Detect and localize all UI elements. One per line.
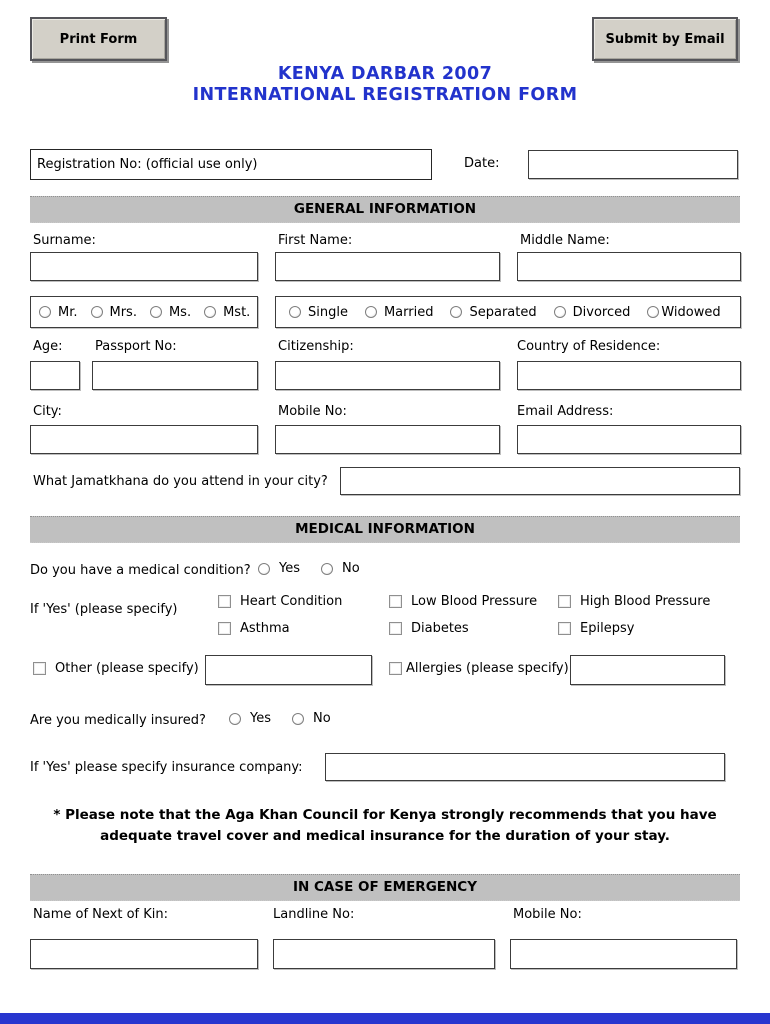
radio-icon: [321, 563, 333, 575]
diabetes-checkbox[interactable]: [389, 621, 469, 636]
option-label: Diabetes: [411, 621, 469, 636]
radio-icon: [365, 306, 377, 318]
radio-icon: [289, 306, 301, 318]
option-label: Yes: [250, 711, 271, 726]
radio-icon: [554, 306, 566, 318]
radio-option-mr[interactable]: [39, 305, 78, 320]
city-input[interactable]: [30, 425, 258, 454]
checkbox-icon: [558, 622, 571, 635]
checkbox-icon: [218, 595, 231, 608]
medical-condition-question: Do you have a medical condition?: [30, 563, 251, 578]
next-of-kin-input[interactable]: [30, 939, 258, 969]
radio-option-married[interactable]: [365, 305, 434, 320]
allergies-checkbox[interactable]: [389, 661, 569, 676]
epilepsy-checkbox[interactable]: [558, 621, 634, 636]
option-label: Widowed: [661, 304, 721, 320]
option-label: Married: [383, 304, 434, 320]
allergies-specify-input[interactable]: [570, 655, 725, 685]
country-of-residence-label: Country of Residence:: [517, 339, 661, 354]
note-line-1: * Please note that the Aga Khan Council for Kenya strongly recommends that you have: [53, 807, 717, 823]
option-label: Epilepsy: [580, 621, 635, 636]
insured-no-radio[interactable]: [292, 711, 331, 726]
radio-icon: [150, 306, 162, 318]
next-of-kin-label: Name of Next of Kin:: [33, 907, 168, 922]
first-name-input[interactable]: [275, 252, 500, 281]
asthma-checkbox[interactable]: [218, 621, 290, 636]
emergency-header: IN CASE OF EMERGENCY: [30, 874, 740, 901]
checkbox-icon: [389, 622, 402, 635]
option-label: Mst.: [223, 304, 251, 320]
middle-name-input[interactable]: [517, 252, 741, 281]
mobile-no-label: Mobile No:: [278, 404, 347, 419]
registration-no-label: Registration No: (official use only): [37, 157, 258, 172]
option-label: Separated: [469, 304, 537, 320]
medical-information-header: MEDICAL INFORMATION: [30, 516, 740, 543]
surname-input[interactable]: [30, 252, 258, 281]
general-information-header: GENERAL INFORMATION: [30, 196, 740, 223]
submit-by-email-button[interactable]: Submit by Email: [592, 17, 738, 61]
bottom-page-edge-bar: [0, 1013, 770, 1024]
landline-no-input[interactable]: [273, 939, 495, 969]
radio-icon: [91, 306, 103, 318]
radio-icon: [39, 306, 51, 318]
registration-no-box: [30, 149, 432, 180]
date-label: Date:: [464, 156, 500, 171]
insurance-note: [0, 805, 770, 847]
citizenship-label: Citizenship:: [278, 339, 354, 354]
surname-label: Surname:: [33, 233, 96, 248]
option-label: Other (please specify): [55, 661, 199, 676]
print-form-button[interactable]: Print Form: [30, 17, 167, 61]
date-input[interactable]: [528, 150, 738, 179]
first-name-label: First Name:: [278, 233, 353, 248]
email-address-input[interactable]: [517, 425, 741, 454]
heart-condition-checkbox[interactable]: [218, 594, 342, 609]
title-line-1: KENYA DARBAR 2007: [277, 64, 493, 84]
radio-icon: [229, 713, 241, 725]
option-label: Ms.: [168, 304, 192, 320]
city-label: City:: [33, 404, 62, 419]
page-title: [0, 64, 770, 106]
option-label: Yes: [279, 561, 300, 576]
insured-yes-radio[interactable]: [229, 711, 271, 726]
option-label: Mrs.: [109, 304, 137, 320]
radio-option-divorced[interactable]: [554, 305, 631, 320]
checkbox-icon: [218, 622, 231, 635]
high-blood-pressure-checkbox[interactable]: [558, 594, 710, 609]
radio-icon: [292, 713, 304, 725]
emergency-mobile-no-label: Mobile No:: [513, 907, 582, 922]
passport-label: Passport No:: [95, 339, 177, 354]
jamatkhana-question-label: What Jamatkhana do you attend in your city?: [33, 474, 328, 489]
radio-option-separated[interactable]: [450, 305, 536, 320]
note-line-2: adequate travel cover and medical insurance for the duration of your stay.: [100, 828, 670, 844]
radio-icon: [258, 563, 270, 575]
medical-condition-yes-radio[interactable]: [258, 561, 300, 576]
medical-condition-no-radio[interactable]: [321, 561, 360, 576]
radio-icon: [647, 306, 659, 318]
other-specify-input[interactable]: [205, 655, 372, 685]
radio-icon: [450, 306, 462, 318]
radio-icon: [204, 306, 216, 318]
marital-status-radio-group: [275, 296, 741, 328]
checkbox-icon: [389, 662, 402, 675]
option-label: No: [342, 561, 360, 576]
insurance-company-input[interactable]: [325, 753, 725, 781]
option-label: High Blood Pressure: [580, 594, 711, 609]
option-label: Asthma: [240, 621, 290, 636]
radio-option-widowed[interactable]: [647, 305, 720, 320]
jamatkhana-input[interactable]: [340, 467, 740, 495]
option-label: Divorced: [572, 304, 631, 320]
salutation-radio-group: [30, 296, 258, 328]
landline-no-label: Landline No:: [273, 907, 355, 922]
option-label: Heart Condition: [240, 594, 343, 609]
if-yes-specify-label: If 'Yes' (please specify): [30, 602, 178, 617]
radio-option-ms[interactable]: [150, 305, 191, 320]
age-label: Age:: [33, 339, 63, 354]
mobile-no-input[interactable]: [275, 425, 500, 454]
other-checkbox[interactable]: [33, 661, 199, 676]
email-address-label: Email Address:: [517, 404, 614, 419]
age-input[interactable]: [30, 361, 80, 390]
option-label: Allergies (please specify): [406, 661, 569, 676]
emergency-mobile-no-input[interactable]: [510, 939, 737, 969]
option-label: Single: [308, 304, 348, 320]
option-label: Mr.: [58, 304, 78, 320]
radio-option-mrs[interactable]: [91, 305, 137, 320]
radio-option-mst[interactable]: [204, 305, 250, 320]
citizenship-input[interactable]: [275, 361, 500, 390]
title-line-2: INTERNATIONAL REGISTRATION FORM: [192, 85, 578, 105]
medically-insured-question: Are you medically insured?: [30, 713, 206, 728]
low-blood-pressure-checkbox[interactable]: [389, 594, 537, 609]
checkbox-icon: [558, 595, 571, 608]
insurance-company-label: If 'Yes' please specify insurance company:: [30, 760, 303, 775]
middle-name-label: Middle Name:: [520, 233, 610, 248]
checkbox-icon: [389, 595, 402, 608]
option-label: No: [313, 711, 331, 726]
checkbox-icon: [33, 662, 46, 675]
country-of-residence-input[interactable]: [517, 361, 741, 390]
option-label: Low Blood Pressure: [411, 594, 538, 609]
passport-no-input[interactable]: [92, 361, 258, 390]
radio-option-single[interactable]: [289, 305, 348, 320]
